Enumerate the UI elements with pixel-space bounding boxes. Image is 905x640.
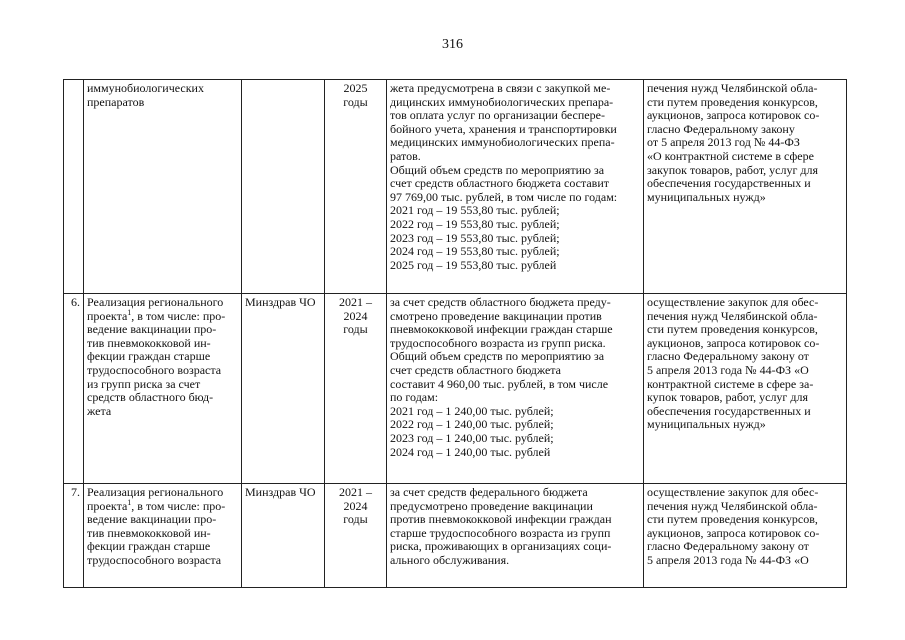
cell-text-line: составит 4 960,00 тыс. рублей, в том числе	[390, 376, 609, 391]
cell-text-line: годы	[343, 322, 368, 337]
cell-text-line: гласно Федеральному закону от	[647, 539, 809, 554]
cell-text-line: купок товаров, работ, услуг для	[647, 390, 808, 405]
cell-text-line: 2023 год – 19 553,80 тыс. рублей;	[390, 230, 560, 245]
cell-text-line: 5 апреля 2013 года № 44-ФЗ «О	[647, 362, 809, 377]
cell-text-line: Реализация регионального	[87, 485, 224, 499]
cell-text-line: Реализация регионального	[87, 295, 224, 309]
cell-text-line: жета предусмотрена в связи с закупкой ме-	[390, 81, 611, 95]
cell-text-line: печения нужд Челябинской обла-	[647, 81, 818, 95]
measures-table	[63, 79, 847, 588]
page-number: 316	[442, 37, 463, 52]
cell-text-line: 2024	[343, 498, 368, 513]
cell-text-line: против пневмококковой инфекции граждан	[390, 512, 612, 527]
cell-text-line: ведение вакцинации про-	[87, 322, 217, 337]
cell-text-line: трудоспособного возраста	[87, 362, 222, 377]
cell-text-line: иммунобиологических	[87, 81, 204, 95]
cell-text-line: за счет средств федерального бюджета	[390, 485, 588, 499]
cell-text-line: тов оплата услуг по организации беспере-	[390, 108, 605, 123]
table-row	[64, 484, 847, 588]
cell-text-line: счет средств областного бюджета	[390, 362, 562, 377]
cell-text-line: сти путем проведения конкурсов,	[647, 94, 818, 109]
cell-text-line: из групп риска за счет	[87, 376, 201, 391]
cell-text-line: гласно Федеральному закону от	[647, 349, 809, 364]
cell-text-line: 2021 –	[339, 295, 372, 309]
cell-text-line: Общий объем средств по мероприятию за	[390, 162, 605, 177]
cell-text-line: жета	[87, 403, 112, 418]
cell-text-line: Общий объем средств по мероприятию за	[390, 349, 605, 364]
cell-text-line: проекта$^1$, в том числе: про-	[87, 307, 226, 323]
cell-text-line: за счет средств областного бюджета преду-	[390, 295, 611, 309]
cell-text-line: средств областного бюд-	[87, 390, 214, 405]
cell-text-line: по годам:	[390, 390, 439, 405]
measure-name-cell	[84, 294, 242, 484]
cell-text-line: 2025	[343, 81, 368, 95]
cell-text-line: печения нужд Челябинской обла-	[647, 498, 818, 513]
table-row	[64, 294, 847, 484]
cell-text-line: 2023 год – 1 240,00 тыс. рублей;	[390, 430, 554, 445]
measure-name-cell	[84, 484, 242, 588]
row-number-cell	[64, 80, 84, 294]
cell-text-line: 2024 год – 1 240,00 тыс. рублей	[390, 444, 551, 459]
cell-text-line: препаратов	[87, 94, 145, 109]
cell-text-line: фекции граждан старше	[87, 349, 211, 364]
period-cell	[325, 484, 387, 588]
cell-text-line: обеспечения государственных и	[647, 403, 811, 418]
period-cell	[325, 80, 387, 294]
cell-text-line: муниципальных нужд»	[647, 417, 766, 432]
period-cell	[325, 294, 387, 484]
cell-text-line: бойного учета, хранения и транспортировки	[390, 121, 617, 136]
cell-text-line: аукционов, запроса котировок со-	[647, 108, 820, 123]
cell-text-line: сти путем проведения конкурсов,	[647, 512, 818, 527]
cell-text-line: годы	[343, 94, 368, 109]
cell-text-line: проекта$^1$, в том числе: про-	[87, 497, 226, 513]
financing-cell	[387, 484, 644, 588]
executor-cell: Минздрав ЧО	[242, 294, 325, 484]
cell-text-line: аукционов, запроса котировок со-	[647, 335, 820, 350]
cell-text-line: контрактной системе в сфере за-	[647, 376, 814, 391]
cell-text-line: 2021 год – 1 240,00 тыс. рублей;	[390, 403, 554, 418]
row-number-cell: 6.	[64, 294, 84, 484]
cell-text-line: 2021 год – 19 553,80 тыс. рублей;	[390, 203, 560, 218]
cell-text-line: риска, проживающих в организациях соци-	[390, 539, 612, 554]
cell-text-line: счет средств областного бюджета составит	[390, 176, 610, 191]
executor-cell	[242, 80, 325, 294]
mechanism-cell	[644, 484, 847, 588]
mechanism-cell	[644, 80, 847, 294]
cell-text-line: дицинских иммунобиологических препара-	[390, 94, 614, 109]
financing-cell	[387, 294, 644, 484]
cell-text-line: муниципальных нужд»	[647, 189, 766, 204]
cell-text-line: фекции граждан старше	[87, 539, 211, 554]
cell-text-line: предусмотрено проведение вакцинации	[390, 498, 593, 513]
table-row	[64, 80, 847, 294]
cell-text-line: от 5 апреля 2013 год № 44-ФЗ	[647, 135, 800, 150]
cell-text-line: 2024	[343, 308, 368, 323]
cell-text-line: пневмококковой инфекции граждан старше	[390, 322, 613, 337]
cell-text-line: трудоспособного возраста из групп риска.	[390, 335, 606, 350]
cell-text-line: 2022 год – 19 553,80 тыс. рублей;	[390, 216, 560, 231]
cell-text-line: печения нужд Челябинской обла-	[647, 308, 818, 323]
cell-text-line: ведение вакцинации про-	[87, 512, 217, 527]
cell-text-line: 2021 –	[339, 485, 372, 499]
cell-text-line: 97 769,00 тыс. рублей, в том числе по годам:	[390, 189, 618, 204]
executor-cell: Минздрав ЧО	[242, 484, 325, 588]
cell-text-line: «О контрактной системе в сфере	[647, 148, 814, 163]
cell-text-line: тив пневмококковой ин-	[87, 525, 211, 540]
mechanism-cell	[644, 294, 847, 484]
cell-text-line: осуществление закупок для обес-	[647, 485, 819, 499]
cell-text-line: смотрено проведение вакцинации против	[390, 308, 602, 323]
cell-text-line: тив пневмококковой ин-	[87, 335, 211, 350]
cell-text-line: ратов.	[390, 148, 421, 163]
cell-text-line: медицинских иммунобиологических препа-	[390, 135, 615, 150]
cell-text-line: сти путем проведения конкурсов,	[647, 322, 818, 337]
cell-text-line: 2025 год – 19 553,80 тыс. рублей	[390, 257, 557, 272]
cell-text-line: 2022 год – 1 240,00 тыс. рублей;	[390, 417, 554, 432]
cell-text-line: старше трудоспособного возраста из групп	[390, 525, 611, 540]
cell-text-line: закупок товаров, работ, услуг для	[647, 162, 819, 177]
cell-text-line: годы	[343, 512, 368, 527]
cell-text-line: обеспечения государственных и	[647, 176, 811, 191]
financing-cell	[387, 80, 644, 294]
row-number-cell: 7.	[64, 484, 84, 588]
measure-name-cell	[84, 80, 242, 294]
cell-text-line: аукционов, запроса котировок со-	[647, 525, 820, 540]
cell-text-line: 2024 год – 19 553,80 тыс. рублей;	[390, 244, 560, 259]
cell-text-line: ального обслуживания.	[390, 552, 510, 567]
cell-text-line: осуществление закупок для обес-	[647, 295, 819, 309]
cell-text-line: трудоспособного возраста	[87, 552, 222, 567]
cell-text-line: гласно Федеральному закону	[647, 121, 795, 136]
cell-text-line: 5 апреля 2013 года № 44-ФЗ «О	[647, 552, 809, 567]
